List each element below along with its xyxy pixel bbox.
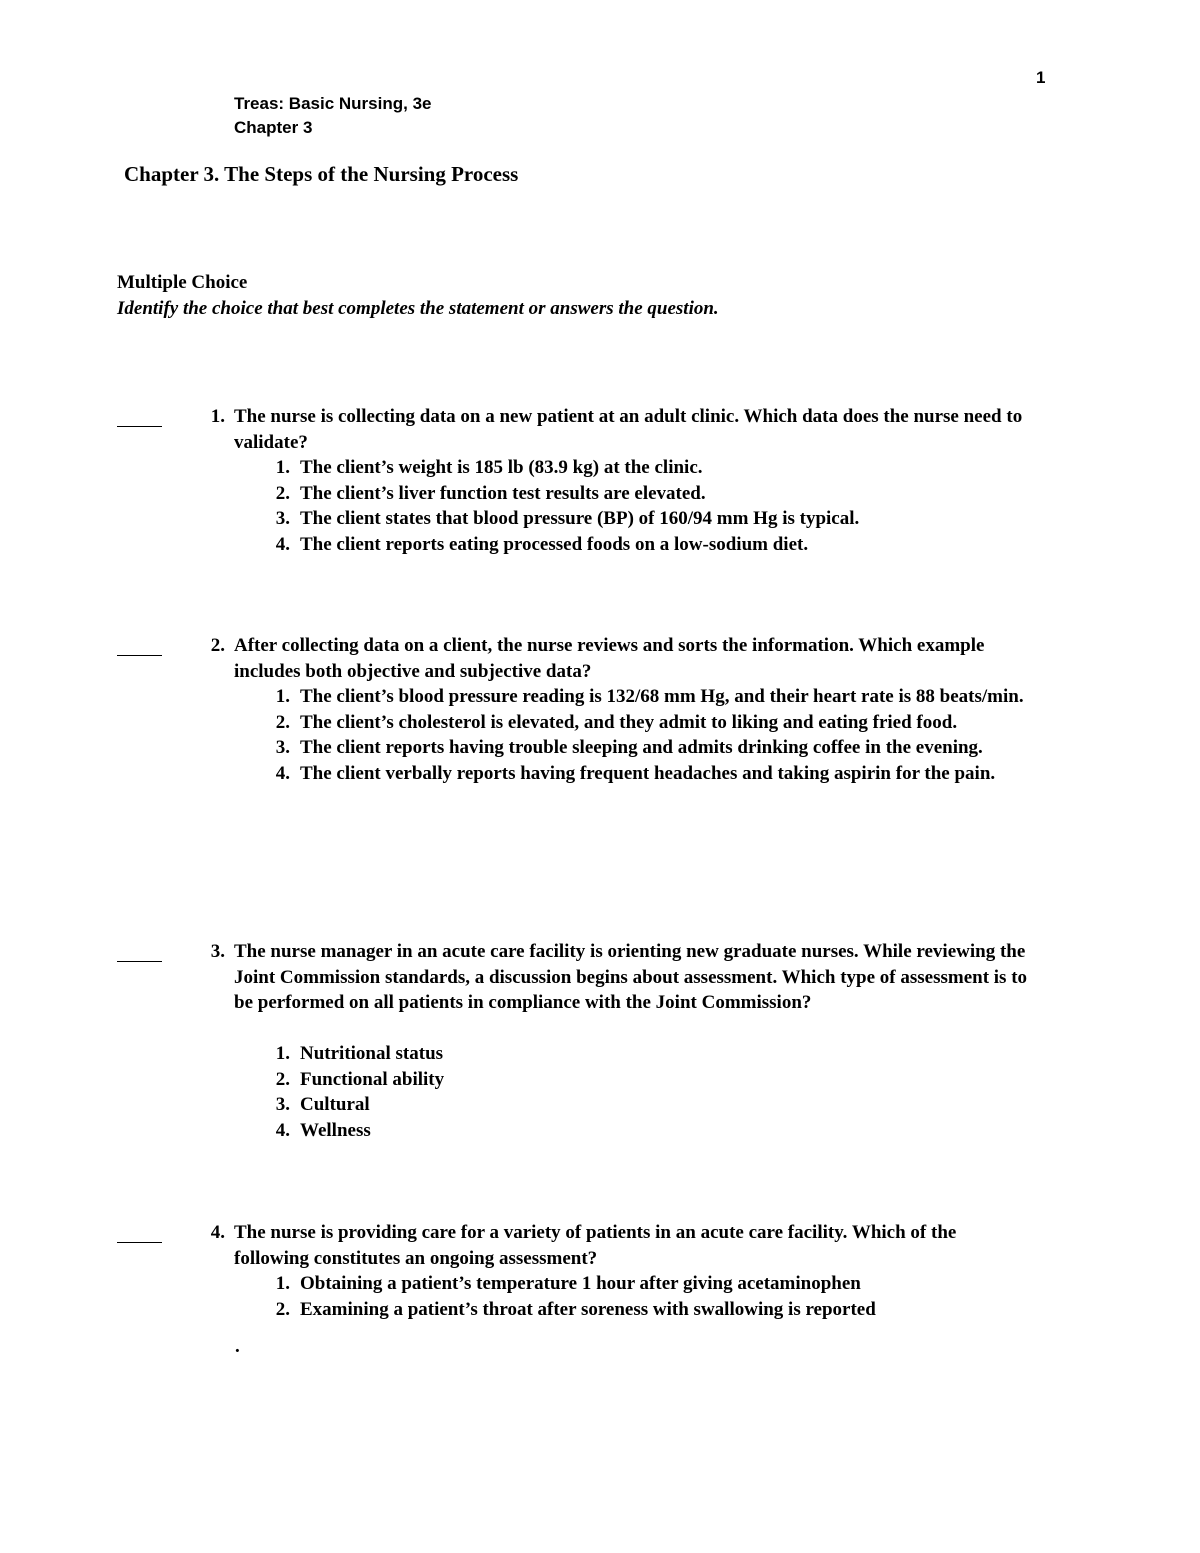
choice-text: Obtaining a patient’s temperature 1 hour after giving acetaminophen xyxy=(300,1273,861,1294)
choice-item[interactable] xyxy=(0,532,1035,558)
answer-blank-1[interactable] xyxy=(117,404,162,427)
question-stem: The nurse is providing care for a variety of patients in an acute care facility. Which of the following constitutes an ongoing assessment? xyxy=(234,1222,957,1269)
choice-item[interactable] xyxy=(0,684,1035,710)
choice-number: 2. xyxy=(275,1068,290,1090)
choice-number: 4. xyxy=(275,1119,290,1141)
choice-number: 1. xyxy=(275,1043,290,1064)
choice-item[interactable] xyxy=(0,506,1035,532)
question-number: 1. xyxy=(210,406,225,427)
choice-text: The client reports eating processed foods on a low-sodium diet. xyxy=(300,533,809,555)
question-number: 2. xyxy=(210,635,225,656)
choice-number: 1. xyxy=(275,686,290,707)
choice-number: 2. xyxy=(275,711,290,733)
choice-number: 2. xyxy=(275,482,290,504)
choice-item[interactable] xyxy=(0,1092,1035,1118)
choice-number: 1. xyxy=(275,1273,290,1294)
choice-item[interactable] xyxy=(0,1067,1035,1093)
answer-blank-3[interactable] xyxy=(117,939,162,962)
choice-text: Nutritional status xyxy=(300,1043,444,1064)
question-stem: The nurse manager in an acute care facility is orienting new graduate nurses. While reviewing the Joint Commission standards, a discussion begins about assessment. Which type of assessment is to be performed on all patients in compliance with the Joint Commission? xyxy=(234,941,1028,1013)
chapter-label: Chapter 3 xyxy=(234,118,313,137)
question-stem: After collecting data on a client, the nurse reviews and sorts the information. Which example includes both objective and subjective data? xyxy=(234,635,985,682)
section-instructions: Identify the choice that best completes the statement or answers the question. xyxy=(117,298,719,319)
choice-list xyxy=(0,455,1035,557)
section-heading: Multiple Choice xyxy=(117,272,248,293)
answer-blank-4[interactable] xyxy=(117,1220,162,1243)
page-number: 1 xyxy=(1036,68,1046,87)
choice-list xyxy=(0,1271,1035,1322)
choice-item[interactable] xyxy=(0,1271,1035,1297)
question-number: 4. xyxy=(210,1222,225,1243)
choice-number: 1. xyxy=(275,457,290,478)
choice-list xyxy=(0,1041,1035,1143)
choice-number: 2. xyxy=(275,1298,290,1320)
choice-text: The client’s cholesterol is elevated, and they admit to liking and eating fried food. xyxy=(300,711,958,733)
trailing-mark: . xyxy=(235,1336,240,1357)
choice-number: 4. xyxy=(275,762,290,784)
choice-text: The client’s weight is 185 lb (83.9 kg) at the clinic. xyxy=(300,457,703,478)
document-header xyxy=(234,92,431,140)
choice-item[interactable] xyxy=(0,735,1035,761)
choice-item[interactable] xyxy=(0,1297,1035,1323)
choice-number: 3. xyxy=(275,737,290,758)
choice-text: Examining a patient’s throat after soreness with swallowing is reported xyxy=(300,1298,876,1320)
choice-text: The client’s blood pressure reading is 132/68 mm Hg, and their heart rate is 88 beats/min. xyxy=(300,686,1024,707)
choice-list xyxy=(0,684,1035,786)
choice-text: Wellness xyxy=(300,1119,371,1141)
choice-number: 4. xyxy=(275,533,290,555)
choice-text: The client reports having trouble sleeping and admits drinking coffee in the evening. xyxy=(300,737,983,758)
answer-blank-2[interactable] xyxy=(117,633,162,656)
choice-item[interactable] xyxy=(0,761,1035,787)
choice-number: 3. xyxy=(275,1094,290,1115)
choice-item[interactable] xyxy=(0,1041,1035,1067)
choice-number: 3. xyxy=(275,508,290,529)
chapter-title: Chapter 3. The Steps of the Nursing Process xyxy=(124,162,519,186)
choice-text: Cultural xyxy=(300,1094,370,1115)
question-stem: The nurse is collecting data on a new patient at an adult clinic. Which data does the nurse need to validate? xyxy=(234,406,1023,453)
choice-item[interactable] xyxy=(0,481,1035,507)
choice-text: The client’s liver function test results are elevated. xyxy=(300,482,706,504)
choice-text: The client states that blood pressure (BP) of 160/94 mm Hg is typical. xyxy=(300,508,860,529)
question-number: 3. xyxy=(210,941,225,962)
choice-item[interactable] xyxy=(0,455,1035,481)
choice-item[interactable] xyxy=(0,710,1035,736)
choice-item[interactable] xyxy=(0,1118,1035,1144)
book-title: Treas: Basic Nursing, 3e xyxy=(234,94,432,113)
choice-text: Functional ability xyxy=(300,1068,445,1090)
choice-text: The client verbally reports having frequent headaches and taking aspirin for the pain. xyxy=(300,762,996,784)
